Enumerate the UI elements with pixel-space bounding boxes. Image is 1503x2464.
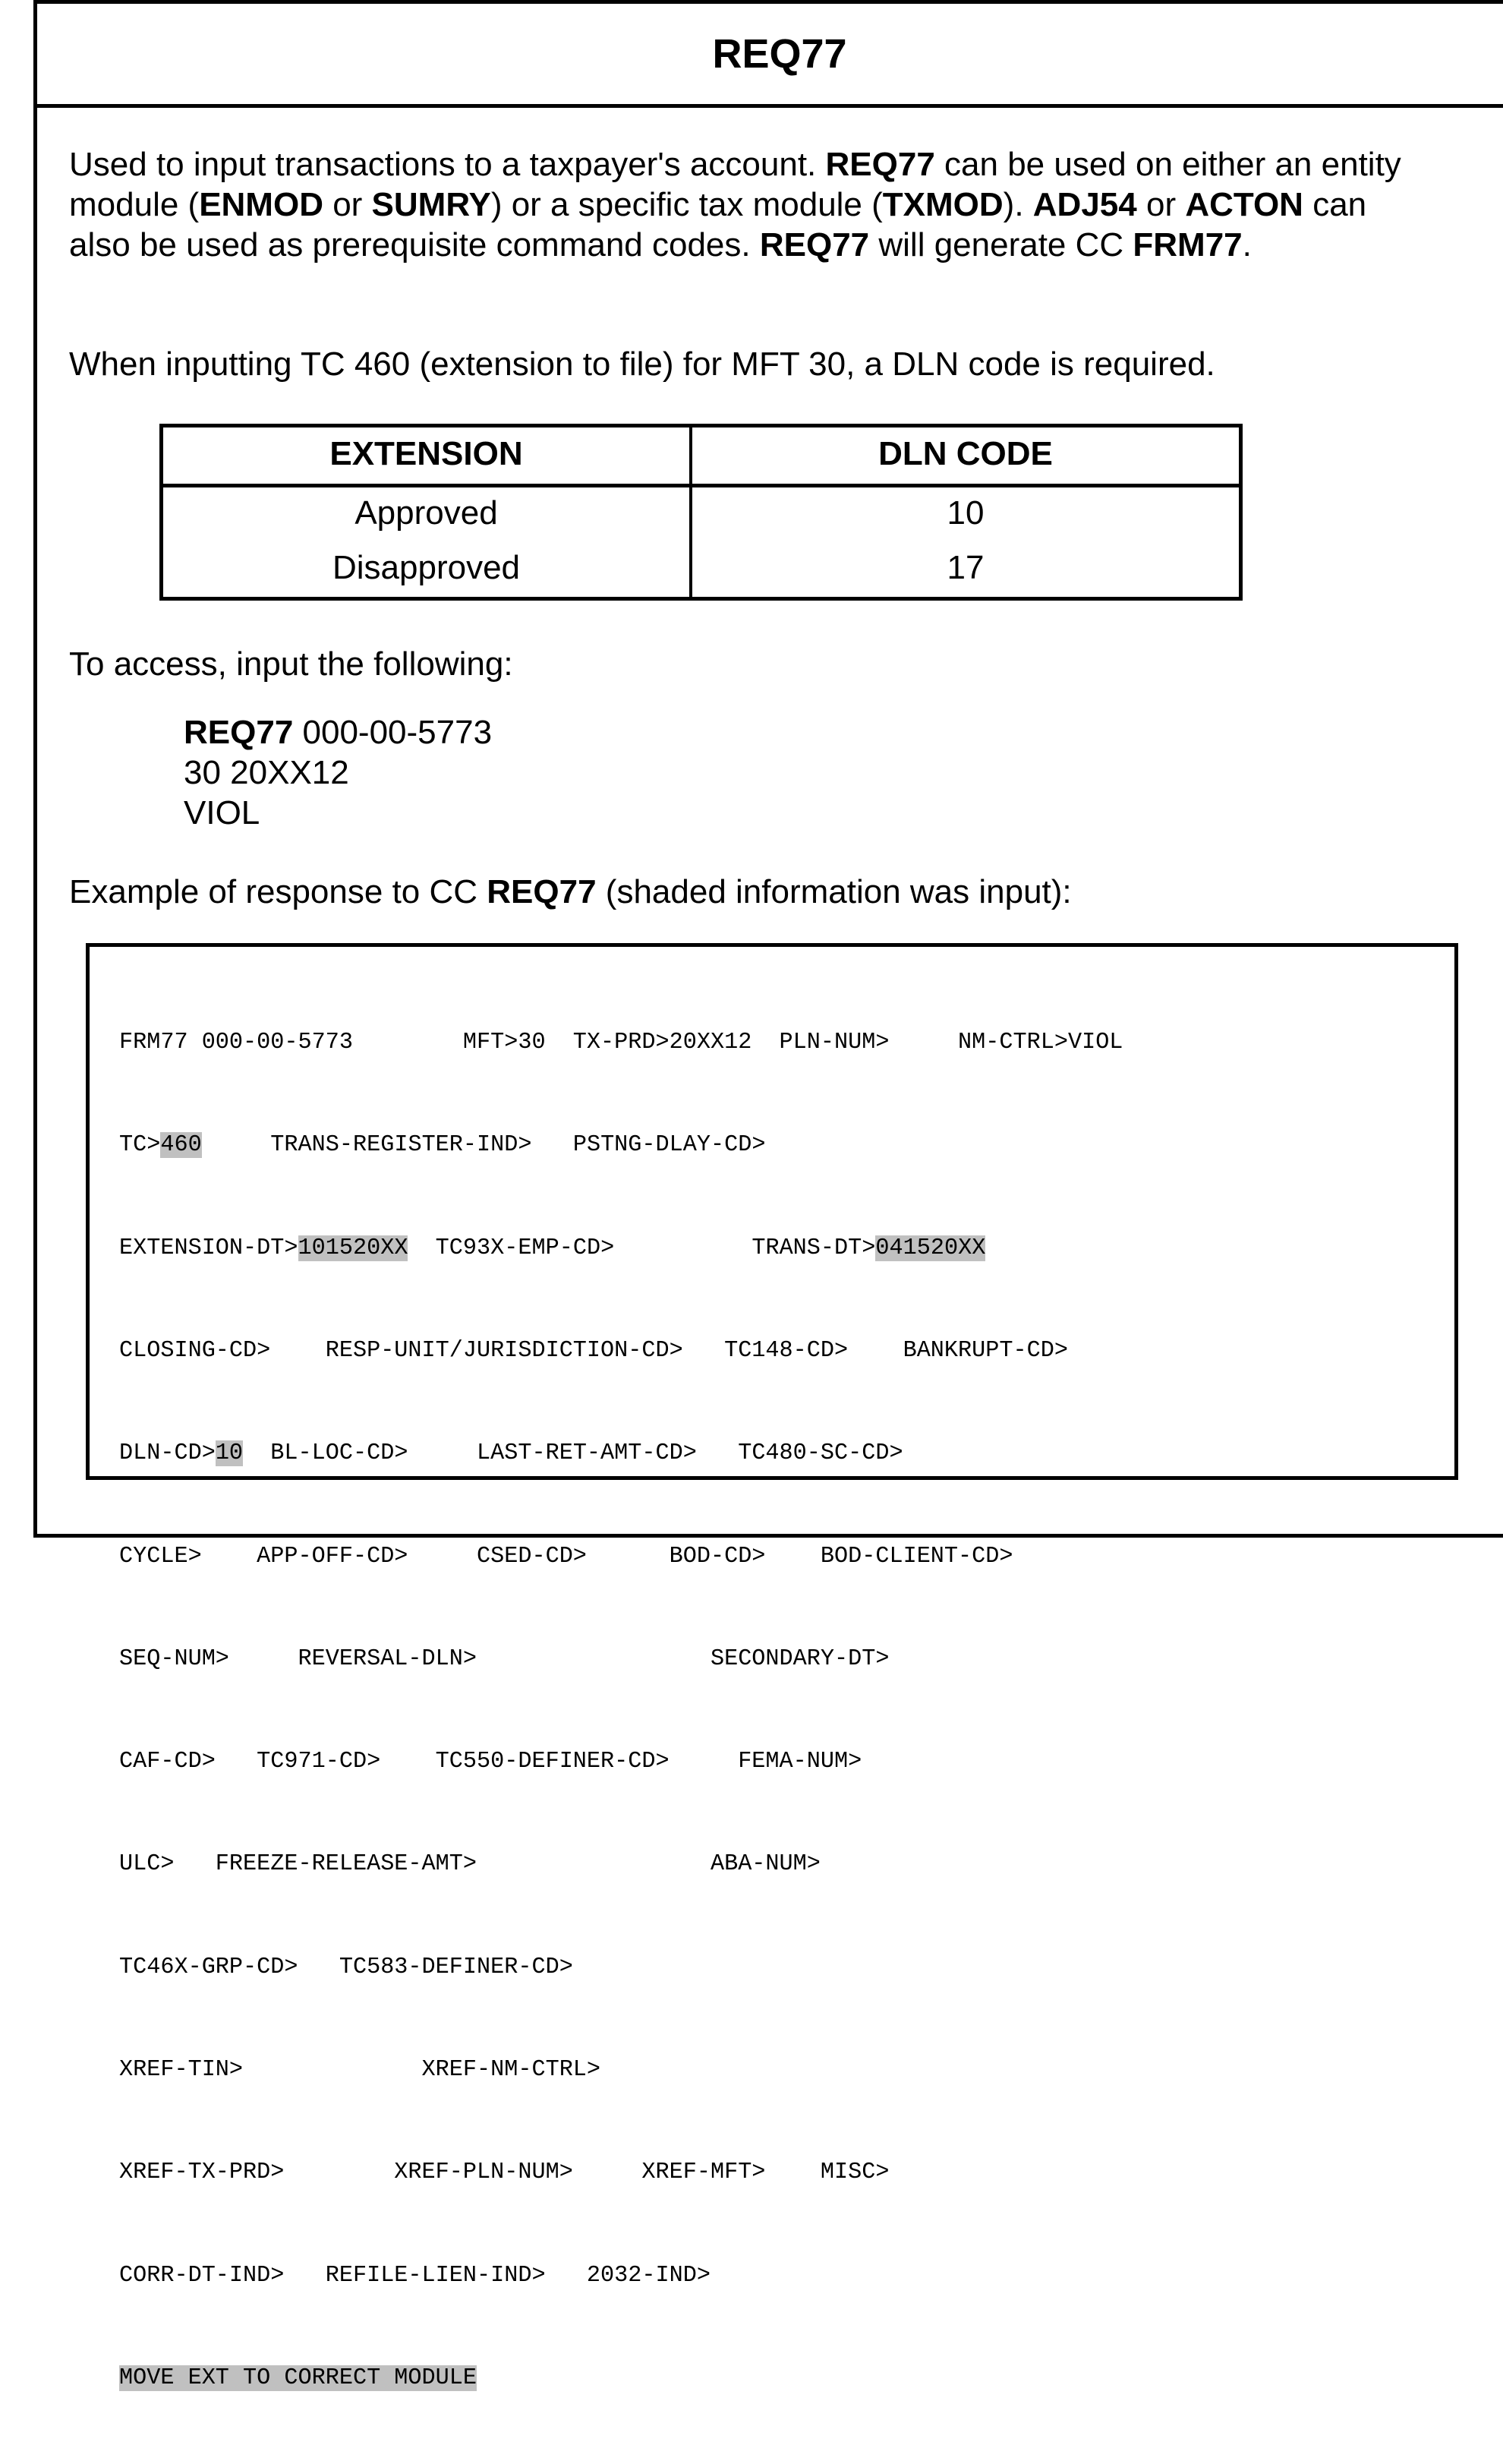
cc-frm77: FRM77 — [1133, 226, 1243, 263]
screen-line: CORR-DT-IND> REFILE-LIEN-IND> 2032-IND> — [119, 2262, 711, 2289]
cc-txmod: TXMOD — [882, 186, 1004, 223]
screen-line: CYCLE> APP-OFF-CD> CSED-CD> BOD-CD> BOD-CLIENT-CD> — [119, 1543, 1013, 1570]
tc460-paragraph: When inputting TC 460 (extension to file) for MFT 30, a DLN code is required. — [69, 345, 1215, 383]
table-cell: 10 — [947, 494, 985, 532]
access-command: REQ77 — [184, 714, 294, 751]
table-header-dln-code: DLN CODE — [878, 435, 1053, 472]
cc-req77: REQ77 — [759, 226, 870, 263]
input-misc-remark: MOVE EXT TO CORRECT MODULE — [119, 2365, 477, 2391]
text: or — [1136, 186, 1186, 223]
text: Used to input transactions to a taxpayer's account. — [69, 146, 826, 183]
screen-line: TC46X-GRP-CD> TC583-DEFINER-CD> — [119, 1954, 573, 1980]
text: can be used on either an entity module ( — [69, 146, 1401, 223]
cc-sumry: SUMRY — [371, 186, 491, 223]
table-cell: Disapproved — [332, 549, 521, 586]
table-cell: 17 — [947, 549, 985, 586]
screen-line: XREF-TIN> XREF-NM-CTRL> — [119, 2057, 601, 2083]
text: or — [323, 186, 372, 223]
title-row — [37, 4, 1503, 108]
page-title: REQ77 — [712, 31, 847, 77]
screen-line: XREF-TX-PRD> XREF-PLN-NUM> XREF-MFT> MISC> — [119, 2160, 890, 2186]
field-label: TRANS-REGISTER-IND> PSTNG-DLAY-CD> — [201, 1132, 766, 1159]
screen-line — [119, 1232, 1123, 1266]
screen-line: CLOSING-CD> RESP-UNIT/JURISDICTION-CD> TC148-CD> BANKRUPT-CD> — [119, 1338, 1068, 1365]
example-caption — [69, 872, 1435, 912]
table-header-extension: EXTENSION — [329, 435, 523, 472]
cc-req77: REQ77 — [487, 873, 597, 910]
screen-line — [119, 1437, 1123, 1471]
text: . — [1242, 226, 1252, 263]
text: will generate CC — [869, 226, 1133, 263]
cc-acton: ACTON — [1185, 186, 1303, 223]
access-input-block — [184, 712, 492, 833]
field-label: BL-LOC-CD> LAST-RET-AMT-CD> TC480-SC-CD> — [243, 1440, 903, 1467]
frm77-screen — [86, 943, 1458, 2391]
cc-req77: REQ77 — [825, 146, 935, 183]
access-instruction: To access, input the following: — [69, 645, 513, 683]
screen-line — [119, 2361, 1123, 2396]
intro-paragraph — [69, 144, 1435, 265]
input-extension-dt: 101520XX — [298, 1235, 408, 1261]
field-label: TC93X-EMP-CD> TRANS-DT> — [408, 1235, 876, 1261]
input-trans-dt: 041520XX — [875, 1235, 986, 1261]
access-line-3: VIOL — [184, 794, 260, 831]
cc-adj54: ADJ54 — [1032, 186, 1137, 223]
text: ) or a specific tax module ( — [490, 186, 883, 223]
input-dln-cd: 10 — [215, 1440, 244, 1467]
screen-lines — [119, 958, 1123, 2464]
screen-line: FRM77 000-00-5773 MFT>30 TX-PRD>20XX12 PLN-NUM> NM-CTRL>VIOL — [119, 1030, 1123, 1056]
access-line-2: 30 20XX12 — [184, 754, 349, 791]
access-tin: 000-00-5773 — [293, 714, 493, 751]
screen-line — [119, 1128, 1123, 1163]
table-cell: Approved — [354, 494, 498, 532]
text: (shaded information was input): — [596, 873, 1072, 910]
screen-line: CAF-CD> TC971-CD> TC550-DEFINER-CD> FEMA-NUM> — [119, 1749, 862, 1775]
cc-enmod: ENMOD — [199, 186, 323, 223]
screen-line: ULC> FREEZE-RELEASE-AMT> ABA-NUM> — [119, 1851, 821, 1878]
field-label: DLN-CD> — [119, 1440, 216, 1467]
text: Example of response to CC — [69, 873, 487, 910]
input-tc-value: 460 — [160, 1132, 202, 1159]
dln-code-table — [159, 424, 1243, 601]
field-label: EXTENSION-DT> — [119, 1235, 298, 1261]
screen-line: SEQ-NUM> REVERSAL-DLN> SECONDARY-DT> — [119, 1645, 890, 1672]
field-label: TC> — [119, 1132, 161, 1159]
access-line-1 — [184, 712, 492, 752]
text: ). — [1003, 186, 1033, 223]
table-header-rule — [163, 484, 1239, 487]
text: can also be used as prerequisite command codes. — [69, 186, 1367, 263]
